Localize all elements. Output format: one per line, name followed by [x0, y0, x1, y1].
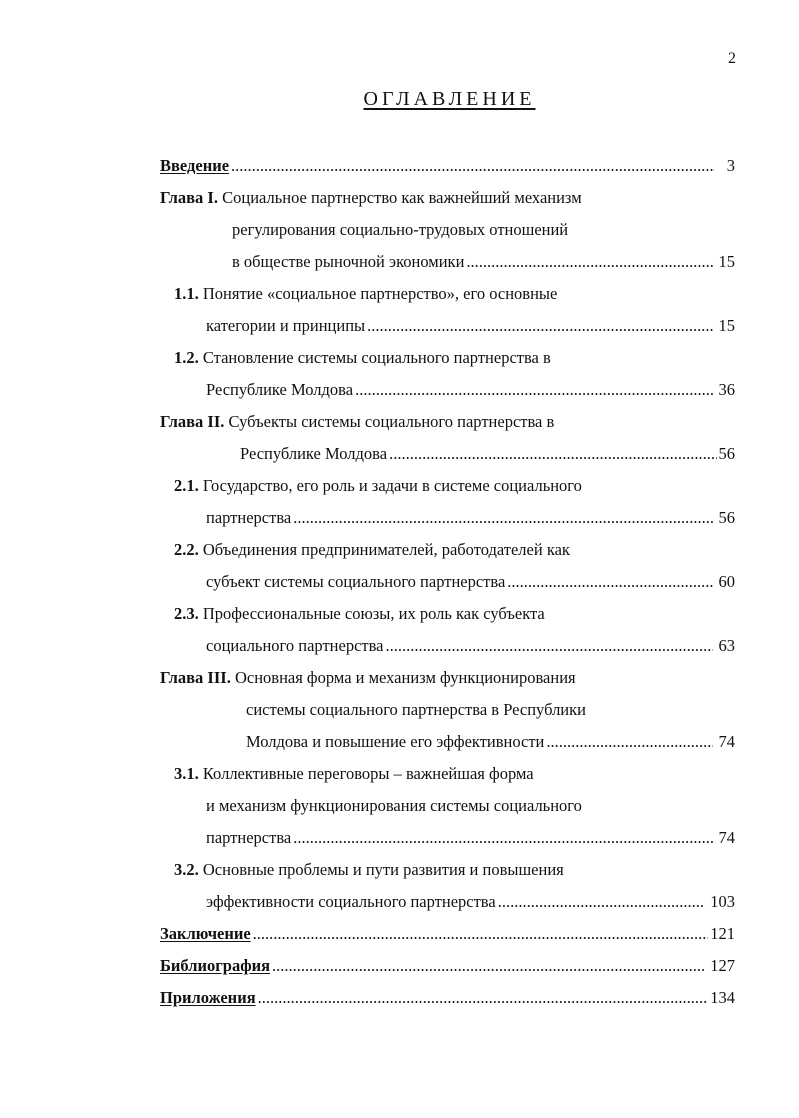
toc-entry-bibliography [160, 954, 735, 978]
toc-prefix: 1.2. [174, 348, 199, 367]
toc-text: в обществе рыночной экономики [232, 252, 465, 271]
toc-label: Библиография [160, 956, 271, 975]
toc-text: эффективности социального партнерства [206, 892, 496, 911]
toc-text: системы социального партнерства в Республики [246, 700, 586, 719]
toc-text: партнерства [206, 828, 292, 847]
dot-leader [272, 954, 704, 978]
toc-page: 134 [710, 988, 735, 1007]
toc-entry-section-3-1 [174, 762, 534, 786]
toc-prefix: 2.2. [174, 540, 199, 559]
toc-text: Государство, его роль и задачи в системе социального [202, 476, 582, 495]
dot-leader [253, 922, 709, 946]
toc-entry-section-2-1-line2 [206, 506, 735, 530]
toc-entry-section-1-2-line2 [206, 378, 735, 402]
toc-text: Молдова и повышение его эффективности [246, 732, 545, 751]
toc-page: 56 [718, 444, 735, 463]
toc-entry-section-1-1 [174, 282, 557, 306]
toc-prefix: Глава I. [160, 188, 218, 207]
toc-entry-chapter-2-line2 [240, 442, 735, 466]
toc-text: и механизм функционирования системы социального [206, 796, 582, 815]
page-number: 2 [728, 50, 736, 67]
toc-entry-chapter-1-line2 [232, 218, 568, 242]
toc-entry-chapter-3-line3 [246, 730, 735, 754]
toc-text: Понятие «социальное партнерство», его основные [202, 284, 558, 303]
toc-text: социального партнерства [206, 636, 384, 655]
dot-leader [367, 314, 712, 338]
toc-label: Заключение [160, 924, 251, 943]
toc-prefix: 3.2. [174, 860, 199, 879]
toc-entry-section-2-3 [174, 602, 545, 626]
toc-entry-chapter-3 [160, 666, 576, 690]
dot-leader [293, 826, 712, 850]
toc-entry-intro [160, 154, 735, 178]
toc-entry-section-1-1-line2 [206, 314, 735, 338]
toc-entry-chapter-1 [160, 186, 582, 210]
toc-entry-section-3-1-line2 [206, 794, 582, 818]
toc-label: Приложения [160, 988, 256, 1007]
toc-prefix: Глава III. [160, 668, 231, 687]
toc-prefix: 2.1. [174, 476, 199, 495]
toc-entry-section-3-2-line2 [206, 890, 735, 914]
page-title: ОГЛАВЛЕНИЕ [363, 88, 536, 110]
toc-text: Объединения предпринимателей, работодателей как [202, 540, 570, 559]
toc-text: Субъекты системы социального партнерства в [228, 412, 555, 431]
toc-page: 74 [718, 828, 735, 847]
dot-leader [466, 250, 712, 274]
toc-entry-section-3-2 [174, 858, 564, 882]
toc-text: Становление системы социального партнерства в [202, 348, 551, 367]
toc-entry-section-2-3-line2 [206, 634, 735, 658]
toc-page: 15 [718, 252, 735, 271]
toc-page: 3 [726, 156, 735, 175]
dot-leader [546, 730, 712, 754]
toc-page: 103 [710, 892, 735, 911]
dot-leader [355, 378, 712, 402]
toc-page: 60 [718, 572, 735, 591]
dot-leader [498, 890, 705, 914]
toc-page: 121 [710, 924, 735, 943]
toc-text: Основная форма и механизм функционирования [234, 668, 576, 687]
toc-prefix: Глава II. [160, 412, 225, 431]
toc-text: Основные проблемы и пути развития и повышения [202, 860, 564, 879]
toc-entry-section-2-1 [174, 474, 582, 498]
toc-page: 36 [718, 380, 735, 399]
toc-text: регулирования социально-трудовых отношений [232, 220, 569, 239]
toc-entry-section-2-2-line2 [206, 570, 735, 594]
toc-entry-section-1-2 [174, 346, 551, 370]
toc-text: субъект системы социального партнерства [206, 572, 506, 591]
dot-leader [293, 506, 712, 530]
dot-leader [507, 570, 712, 594]
toc-entry-chapter-3-line2 [246, 698, 586, 722]
toc-page: 127 [710, 956, 735, 975]
toc-text: Республике Молдова [240, 444, 388, 463]
toc-text: Республике Молдова [206, 380, 354, 399]
dot-leader [386, 634, 713, 658]
dot-leader [231, 154, 715, 178]
toc-text: партнерства [206, 508, 292, 527]
toc-page: 63 [718, 636, 735, 655]
toc-text: Профессиональные союзы, их роль как субъекта [202, 604, 545, 623]
toc-prefix: 1.1. [174, 284, 199, 303]
toc-prefix: 2.3. [174, 604, 199, 623]
toc-entry-conclusion [160, 922, 735, 946]
toc-entry-chapter-2 [160, 410, 554, 434]
toc-page: 74 [718, 732, 735, 751]
toc-label: Введение [160, 156, 230, 175]
toc-entry-section-2-2 [174, 538, 570, 562]
toc-page: 15 [718, 316, 735, 335]
toc-entry-section-3-1-line3 [206, 826, 735, 850]
toc-text: Коллективные переговоры – важнейшая форма [202, 764, 534, 783]
toc-entry-appendices [160, 986, 735, 1010]
dot-leader [258, 986, 709, 1010]
toc-prefix: 3.1. [174, 764, 199, 783]
toc-entry-chapter-1-line3 [232, 250, 735, 274]
toc-page: 56 [718, 508, 735, 527]
toc-text: категории и принципы [206, 316, 366, 335]
toc-text: Социальное партнерство как важнейший механизм [222, 188, 582, 207]
dot-leader [389, 442, 716, 466]
